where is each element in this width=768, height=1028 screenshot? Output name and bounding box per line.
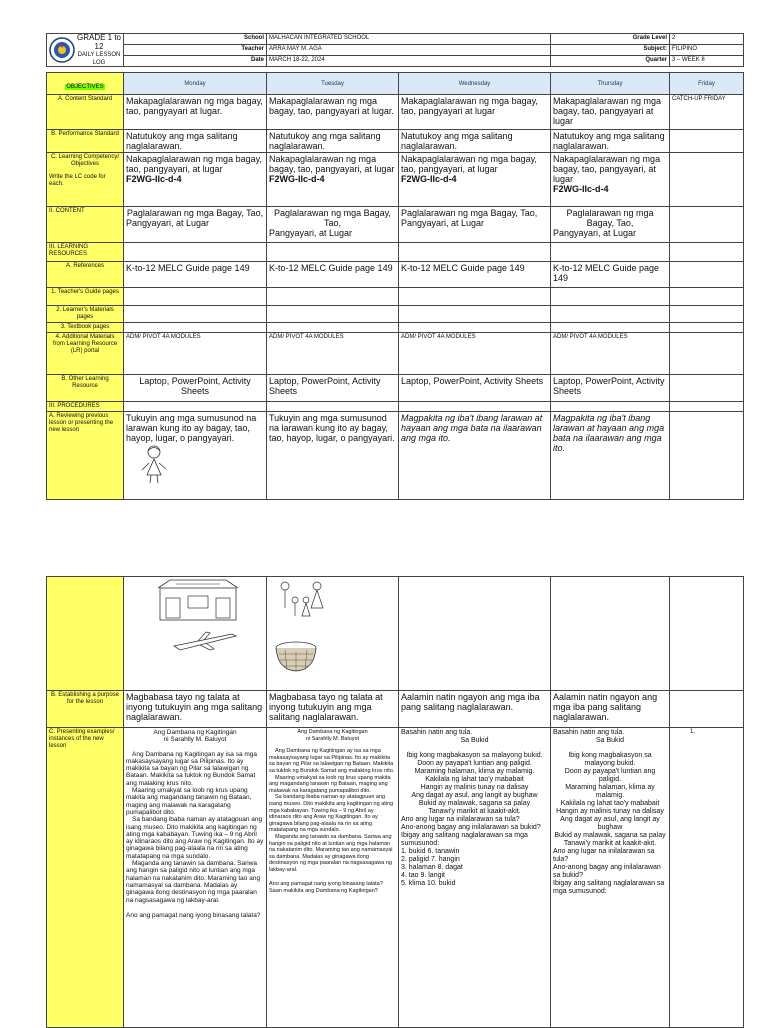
performance-standard-wed: Natutukoy ang mga salitang naglalarawan. [399,130,551,153]
poem-intro-thu: Basahin natin ang tula. [553,729,625,736]
grade-level-value: 2 [670,34,744,45]
day-header-wednesday: Wednesday [399,73,551,95]
story-title-tue: Ang Dambana ng Kagitingan [297,729,368,735]
competency-mon-text: Nakapaglalarawan ng mga bagay, tao, pangyayari, at lugar [126,154,262,174]
competency-wed [399,153,551,207]
content-wed: Paglalarawan ng mga Bagay, Tao, Pangyayari, at Lugar [399,207,551,243]
content-tue-line2: Pangyayari, at Lugar [269,228,353,238]
label-write-lc: Write the LC code for each. [49,174,106,187]
basket-drawing [273,640,319,674]
establishing-wed: Aalamin natin ngayon ang mga iba pang salitang naglalarawan. [399,691,551,728]
other-resources-tue: Laptop, PowerPoint, Activity Sheets [267,375,399,402]
story-p4-tue: Maganda ang tanawin sa dambana. Sariwa ang hangin sa paligid nito at luntian ang mga halaman na nakatanim dito. Maraming tao ang namamasyal sa dambana. Madalas ay ginagawa itong destinasyon ng mga paaralan na nagsasagawa ng lakbay-aral. [269,833,393,873]
label-competency: C. Learning Competency/ Objectives [50,154,120,167]
presenting-wed [399,728,551,1028]
school-label: School [124,34,267,45]
competency-thu [551,153,670,207]
reviewing-thu: Magpakita ng iba't ibang larawan at hayaan ang mga bata na ilaarawan ang mga ito. [551,412,670,500]
teacher-label: Teacher [124,45,267,56]
family-drawing [275,578,327,622]
reviewing-wed: Magpakita ng iba't ibang larawan at hayaan ang mga bata na ilaarawan ang mga ito. [399,412,551,500]
poem-questions-wed: Ano ang lugar na inilalarawan sa tula? Ano-anong bagay ang inilalarawan sa bukid? Ibigay ang salitang naglalarawan sa mga sumusunod: [401,816,541,847]
story-author-mon: ni Sarahlly M. Baluyot [163,736,227,744]
label-textbook: 3. Textbook pages [47,323,124,333]
performance-standard-mon: Natutukoy ang mga salitang naglalarawan. [124,130,267,153]
performance-standard-thu: Natutukoy ang mga salitang naglalarawan. [551,130,670,153]
other-resources-mon: Laptop, PowerPoint, Activity Sheets [124,375,267,402]
label-reviewing: A. Reviewing previous lesson or presenting the new lesson [47,412,124,500]
store-building-drawing [156,578,240,622]
story-p2-mon: Maaring umakyat sa loob ng krus upang makita ang magandang tanawin ng Bataan, maging ang malawak na karagatang pumapalibot dito. [126,787,252,816]
subject-label: Subject: [551,45,670,56]
additional-materials-mon: ADM/ PIVOT 4A MODULES [124,333,267,375]
poem-intro-wed: Basahin natin ang tula. [401,729,473,736]
presenting-thu [551,728,670,1028]
story-question-tue: Ano ang pamagat nang iyong binasang talata? Saan makikita ang Dambana ng Kagitingan? [269,881,383,895]
label-content-standard: A. Content Standard [47,95,124,130]
poem-questions-thu: Ano ang lugar na inilalarawan sa tula? Ano-anong bagay ang inilalarawan sa bukid? Ibigay ang salitang naglalarawan sa mga sumusunod: [553,848,665,895]
presenting-fri: 1. [670,728,744,1028]
objectives-header [47,73,124,95]
reviewing-mon-text: Tukuyin ang mga sumusunod na larawan kung ito ay bagay, tao, hayop, lugar, o pangyayari. [126,413,257,443]
label-learning-resources: III. LEARNING RESOURCES [47,243,124,262]
competency-mon [124,153,267,207]
grade-range: GRADE 1 to 12 [76,33,121,51]
day-header-friday: Friday [670,73,744,95]
reviewing-tue: Tukuyin ang mga sumusunod na larawan kung ito ay bagay, tao, hayop, lugar, o pangyayari. [267,412,399,500]
label-competency-cell [47,153,124,207]
poem-list-wed: 1. bukid 6. tanawin 2. paligid 7. hangin 3. halaman 8. dagat 4. tao 9. langit 5. klima 10. bukid [401,848,463,887]
references-tue: K-to-12 MELC Guide page 149 [267,262,399,288]
poem-title-thu: Sa Bukid [595,737,625,744]
images-tue [267,577,399,691]
date-value: MARCH 18-22, 2024 [267,56,551,67]
label-presenting: C. Presenting examples/ instances of the new lesson [47,728,124,1028]
competency-wed-code: F2WG-IIc-d-4 [401,174,457,184]
other-resources-wed: Laptop, PowerPoint, Activity Sheets [399,375,551,402]
competency-tue-text: Nakapaglalarawan ng mga bagay, tao, pangyayari, at lugar [269,154,395,174]
competency-thu-text: Nakapaglalarawan ng mga bagay, tao, pangyayari, at lugar [553,154,661,184]
teacher-value: ARRA MAY M. AGA [267,45,551,56]
lesson-log-table-2 [46,576,744,1028]
lesson-log-table-1 [46,33,744,500]
additional-materials-wed: ADM/ PIVOT 4A MODULES [399,333,551,375]
reviewing-mon [124,412,267,500]
story-p4-mon: Maganda ang tanawin sa dambana. Sariwa ang hangin sa paligid nito at luntian ang mga halaman na nakatanim dito. Maraming tao ang namamasyal sa dambana. Madalas ay ginagawa itong destinasyon ng mga paaralan na nagsasagawa ng lakbay-aral. [126,860,261,904]
label-other-resources: B. Other Learning Resource [47,375,124,402]
label-performance-standard: B. Performance Standard [47,130,124,153]
day-header-thursday: Thursday [551,73,670,95]
grade-level-label: Grade Level [551,34,670,45]
content-mon-line2: Pangyayari, at Lugar [126,218,210,228]
competency-wed-text: Nakapaglalarawan ng mga bagay, tao, pangyayari, at lugar [401,154,537,174]
day-header-monday: Monday [124,73,267,95]
label-procedures: III. PROCEDURES [47,402,124,412]
content-thu-line2: Pangyayari, at Lugar [553,228,637,238]
airplane-drawing [170,628,240,652]
competency-tue [267,153,399,207]
references-mon: K-to-12 MELC Guide page 149 [124,262,267,288]
content-mon [124,207,267,243]
content-tue-line1: Paglalarawan ng mga Bagay, Tao, [274,208,391,228]
story-p3-tue: Sa bandang ibaba naman ay atatagpuan ang isang museo. Dito makikita ang kagitingan ng ating mga kababayan. Tuwing ika – 9 ng Abril ay idinaraos dito ang Araw ng Kagitingan. Ito ay ginagawa bilang pag-alaala na rin sa ating matatapang na mga sundalo. [269,794,394,834]
label-references: A. References [47,262,124,288]
subject-value: FILIPINO [670,45,744,56]
additional-materials-tue: ADM/ PIVOT 4A MODULES [267,333,399,375]
day-header-tuesday: Tuesday [267,73,399,95]
competency-mon-code: F2WG-IIc-d-4 [126,174,182,184]
log-title: DAILY LESSON LOG [77,52,121,66]
story-p1-tue: Ang Dambana ng Kagitingan ay isa sa mga makasaysayang lugar sa Pilipinas. Ito ay makikita sa bayan ng Pilar sa lalawigan ng Bataan. Makikita sa tuktok ng Bundok Samat ang malaking krus nito. [269,748,395,774]
label-content: II. CONTENT [47,207,124,243]
story-title-mon: Ang Dambana ng Kagitingan [153,729,237,736]
poem-title-wed: Sa Bukid [460,737,489,744]
story-p1-mon: Ang Dambana ng Kagitingan ay isa sa mga makasaysayang lugar sa Pilipinas. Ito ay makikita sa bayan ng Pilar sa lalawigan ng Bataan. Makikita sa tuktok ng Bundok Samat ang malaking krus nito. [126,750,258,787]
establishing-tue: Magbabasa tayo ng talata at inyong tutukuyin ang mga salitang naglalarawan. [267,691,399,728]
label-establishing: B. Establishing a purpose for the lesson [47,691,124,728]
content-standard-thu: Makapaglalarawan ng mga bagay, tao, pangyayari at lugar [551,95,670,130]
content-standard-wed: Makapaglalarawan ng mga bagay, tao, pangyayari at lugar [399,95,551,130]
references-wed: K-to-12 MELC Guide page 149 [399,262,551,288]
content-thu [551,207,670,243]
performance-standard-tue: Natutukoy ang mga salitang naglalarawan. [267,130,399,153]
story-p3-mon: Sa bandang ibaba naman ay atatagpuan ang isang museo. Dito makikita ang kagitingan ng ating mga kababayan. Tuwing ika – 9 ng Abril ay idinaraos dito ang Araw ng Kagitingan. Ito ay ginagawa bilang pag-alaala na rin sa ating matatapang na mga sundalo. [126,816,264,860]
child-drawing [134,443,174,485]
images-mon [124,577,267,691]
story-p2-tue: Maaring umakyat sa loob ng krus upang makita ang magandang tanawin ng Bataan, maging ang malawak na karagatang pumapalibot dito. [269,774,391,794]
content-standard-mon: Makapaglalarawan ng mga bagay, tao, pangyayari at lugar. [124,95,267,130]
other-resources-thu: Laptop, PowerPoint, Activity Sheets [551,375,670,402]
content-tue [267,207,399,243]
establishing-mon: Magbabasa tayo ng talata at inyong tutukuyin ang mga salitang naglalarawan. [124,691,267,728]
competency-thu-code: F2WG-IIc-d-4 [553,184,609,194]
objectives-highlight: OBJECTIVES [66,83,104,90]
label-teachers-guide: 1. Teacher's Guide pages [47,288,124,306]
content-standard-tue: Makapaglalarawan ng mga bagay, tao, pangyayari at lugar. [267,95,399,130]
poem-body-wed: Ibig kong magbakasyon sa malayong bukid. Doon ay payapa't luntian ang paligid. Maraming halaman, klima ay malamig. Kakilala ng lahat tao'y mababait Hangin ay malinis tunay na dalisay Ang dagat ay asul, ang langit ay bughaw Bukid ay malawak, sagana sa palay Tanawi'y marikit at kaakit-akit. [406,752,543,815]
content-standard-fri: CATCH-UP FRIDAY [670,95,744,130]
label-learners-materials: 2. Learner's Materials pages [47,306,124,323]
quarter-label: Quarter [551,56,670,67]
establishing-thu: Aalamin natin ngayon ang mga iba pang salitang naglalarawan. [551,691,670,728]
competency-tue-code: F2WG-IIc-d-4 [269,174,325,184]
deped-seal-logo [49,37,75,63]
additional-materials-thu: ADM/ PIVOT 4A MODULES [551,333,670,375]
story-author-tue: ni Sarahlly M. Baluyot [305,735,360,742]
date-label: Date [124,56,267,67]
presenting-tue [267,728,399,1028]
content-thu-line1: Paglalarawan ng mga Bagay, Tao, [566,208,654,228]
header-logo-cell [47,34,124,67]
content-mon-line1: Paglalarawan ng mga Bagay, Tao, [126,208,264,218]
label-additional-materials: 4. Additional Materials from Learning Resource (LR) portal [47,333,124,375]
quarter-value: 3 – WEEK 8 [670,56,744,67]
presenting-mon [124,728,267,1028]
story-question-mon: Ano ang pamagat nang iyong binasang talata? [126,911,261,919]
school-value: MALHACAN INTEGRATED SCHOOL [267,34,551,45]
references-thu: K-to-12 MELC Guide page 149 [551,262,670,288]
poem-body-thu: Ibig kong magbakasyon sa malayong bukid. Doon ay payapa't luntian ang paligid. Maraming halaman, klima ay malamig. Kakilala ng lahat tao'y mababait Hangin ay malinis tunay na dalisay Ang dagat ay asul, ang langit ay bughaw Bukid ay malawak, sagana sa palay Tanawi'y marikit at kaakit-akit. [554,752,666,847]
